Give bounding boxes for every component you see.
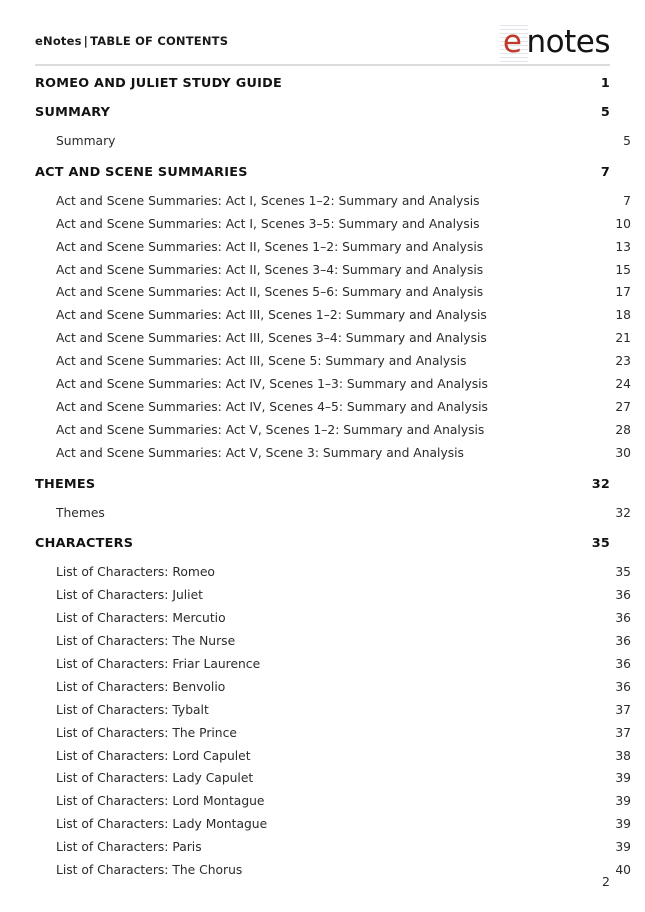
toc-entry-row[interactable] bbox=[35, 377, 631, 400]
toc-entry-row[interactable] bbox=[35, 506, 631, 529]
toc-entry-label: Act and Scene Summaries: Act III, Scenes 1–2: Summary and Analysis bbox=[56, 308, 487, 323]
toc-entry-label: Act and Scene Summaries: Act II, Scenes 3–4: Summary and Analysis bbox=[56, 262, 484, 277]
toc-entry-label: List of Characters: Mercutio bbox=[56, 611, 226, 626]
toc-page-number: 13 bbox=[615, 239, 631, 254]
toc-page-number: 18 bbox=[615, 308, 631, 323]
toc-page-number: 1 bbox=[600, 76, 610, 91]
toc-entry-label: Themes bbox=[56, 505, 105, 520]
toc-entry-label: Act and Scene Summaries: Act IV, Scenes 4–5: Summary and Analysis bbox=[56, 399, 488, 414]
toc-page-number: 32 bbox=[615, 505, 631, 520]
toc-page-number: 39 bbox=[615, 817, 631, 832]
toc-entry-label: List of Characters: Romeo bbox=[56, 565, 215, 580]
toc-entry-row[interactable] bbox=[35, 657, 631, 680]
toc-entry-label: List of Characters: Juliet bbox=[56, 588, 203, 603]
toc-page-number: 17 bbox=[615, 285, 631, 300]
toc-entry-label: Act and Scene Summaries: Act V, Scenes 1–2: Summary and Analysis bbox=[56, 422, 485, 437]
toc-page-number: 21 bbox=[615, 331, 631, 346]
toc-page-number: 39 bbox=[615, 840, 631, 855]
toc-page-number: 35 bbox=[591, 536, 610, 552]
toc-entry-label: Act and Scene Summaries: Act III, Scene 5: Summary and Analysis bbox=[56, 354, 467, 369]
toc-entry-label: List of Characters: Lord Montague bbox=[56, 794, 265, 809]
toc-section-label: ROMEO AND JULIET STUDY GUIDE bbox=[35, 76, 282, 91]
toc-entry-row[interactable] bbox=[35, 194, 631, 217]
toc-entry-row[interactable] bbox=[35, 446, 631, 469]
toc-entry-label: Act and Scene Summaries: Act I, Scenes 3–5: Summary and Analysis bbox=[56, 216, 480, 231]
toc-page-number: 38 bbox=[615, 748, 631, 763]
toc-page-number: 23 bbox=[615, 354, 631, 369]
toc-page-number: 24 bbox=[615, 377, 631, 392]
toc-entry-row[interactable] bbox=[35, 263, 631, 286]
toc-entry-row[interactable] bbox=[35, 794, 631, 817]
toc-section-row[interactable] bbox=[35, 157, 610, 194]
toc-entry-label: Act and Scene Summaries: Act V, Scene 3: Summary and Analysis bbox=[56, 445, 464, 460]
toc-page-number: 36 bbox=[615, 679, 631, 694]
toc-page-number: 28 bbox=[615, 422, 631, 437]
toc-entry-label: List of Characters: The Chorus bbox=[56, 863, 243, 878]
toc-entry-row[interactable] bbox=[35, 749, 631, 772]
toc-section-row[interactable] bbox=[35, 528, 610, 565]
toc-entry-label: Act and Scene Summaries: Act I, Scenes 1–2: Summary and Analysis bbox=[56, 193, 480, 208]
toc-page-number: 36 bbox=[615, 657, 631, 672]
toc-page-number: 36 bbox=[615, 611, 631, 626]
toc-page-number: 30 bbox=[615, 445, 631, 460]
toc-entry-label: Act and Scene Summaries: Act II, Scenes 1–2: Summary and Analysis bbox=[56, 239, 484, 254]
toc-page-number: 36 bbox=[615, 588, 631, 603]
document-header bbox=[35, 24, 610, 61]
toc-section-label: SUMMARY bbox=[35, 105, 111, 120]
toc-entry-row[interactable] bbox=[35, 817, 631, 840]
toc-entry-row[interactable] bbox=[35, 703, 631, 726]
toc-entry-row[interactable] bbox=[35, 588, 631, 611]
toc-entry-row[interactable] bbox=[35, 611, 631, 634]
toc-entry-label: List of Characters: The Nurse bbox=[56, 634, 236, 649]
toc-entry-label: Act and Scene Summaries: Act II, Scenes 5–6: Summary and Analysis bbox=[56, 285, 484, 300]
toc-entry-row[interactable] bbox=[35, 423, 631, 446]
toc-entry-row[interactable] bbox=[35, 680, 631, 703]
enotes-logo bbox=[502, 24, 610, 60]
toc-page-number: 27 bbox=[615, 399, 631, 414]
toc-page-number: 37 bbox=[615, 725, 631, 740]
toc-entry-row[interactable] bbox=[35, 285, 631, 308]
toc-entry-label: List of Characters: Lord Capulet bbox=[56, 748, 251, 763]
toc-entry-label: List of Characters: Friar Laurence bbox=[56, 657, 261, 672]
toc-entry-label: List of Characters: Lady Capulet bbox=[56, 771, 254, 786]
toc-page-number: 40 bbox=[615, 863, 631, 878]
toc-page-number: 39 bbox=[615, 794, 631, 809]
toc-entry-label: List of Characters: Benvolio bbox=[56, 679, 226, 694]
header-brand-label: eNotes bbox=[35, 34, 82, 48]
toc-entry-label: Act and Scene Summaries: Act III, Scenes 3–4: Summary and Analysis bbox=[56, 331, 487, 346]
toc-entry-row[interactable] bbox=[35, 308, 631, 331]
toc-entry-label: List of Characters: Tybalt bbox=[56, 702, 209, 717]
logo-wordmark: notes bbox=[526, 24, 610, 60]
toc-entry-label: List of Characters: Lady Montague bbox=[56, 817, 268, 832]
toc-entry-row[interactable] bbox=[35, 217, 631, 240]
toc-section-label: CHARACTERS bbox=[35, 536, 134, 552]
toc-entry-label: Summary bbox=[56, 134, 116, 148]
toc-page-number: 5 bbox=[600, 105, 610, 120]
toc-page-number: 10 bbox=[615, 216, 631, 231]
header-divider bbox=[35, 64, 610, 66]
toc-page-number: 36 bbox=[615, 634, 631, 649]
toc-entry-row[interactable] bbox=[35, 565, 631, 588]
toc-entry-row[interactable] bbox=[35, 240, 631, 263]
toc-section-row[interactable] bbox=[35, 76, 610, 97]
toc-entry-row[interactable] bbox=[35, 134, 631, 157]
toc-entry-row[interactable] bbox=[35, 726, 631, 749]
toc-page-number: 15 bbox=[615, 262, 631, 277]
toc-entry-row[interactable] bbox=[35, 863, 631, 886]
toc-page-number: 7 bbox=[600, 164, 610, 180]
toc-section-row[interactable] bbox=[35, 97, 610, 134]
toc-entry-row[interactable] bbox=[35, 331, 631, 354]
toc-entry-label: List of Characters: The Prince bbox=[56, 725, 237, 740]
toc-page-number: 39 bbox=[615, 771, 631, 786]
toc-entry-row[interactable] bbox=[35, 400, 631, 423]
toc-entry-row[interactable] bbox=[35, 634, 631, 657]
toc-page-number: 32 bbox=[591, 476, 610, 492]
toc-page-number: 7 bbox=[623, 193, 631, 208]
toc-entry-row[interactable] bbox=[35, 840, 631, 863]
header-separator: | bbox=[83, 34, 89, 48]
header-breadcrumb bbox=[35, 27, 228, 48]
toc-section-row[interactable] bbox=[35, 469, 610, 506]
footer-page-number: 2 bbox=[602, 874, 610, 889]
table-of-contents bbox=[35, 76, 631, 886]
toc-entry-label: Act and Scene Summaries: Act IV, Scenes 1–3: Summary and Analysis bbox=[56, 377, 488, 392]
toc-section-label: THEMES bbox=[35, 476, 96, 492]
toc-section-label: ACT AND SCENE SUMMARIES bbox=[35, 164, 248, 180]
toc-page-number: 35 bbox=[615, 565, 631, 580]
toc-entry-row[interactable] bbox=[35, 771, 631, 794]
toc-entry-row[interactable] bbox=[35, 354, 631, 377]
logo-letter-e: e bbox=[502, 24, 522, 60]
header-section-title: TABLE OF CONTENTS bbox=[90, 34, 229, 48]
toc-page-number: 37 bbox=[615, 702, 631, 717]
toc-entry-label: List of Characters: Paris bbox=[56, 840, 202, 855]
toc-page-number: 5 bbox=[623, 134, 631, 148]
